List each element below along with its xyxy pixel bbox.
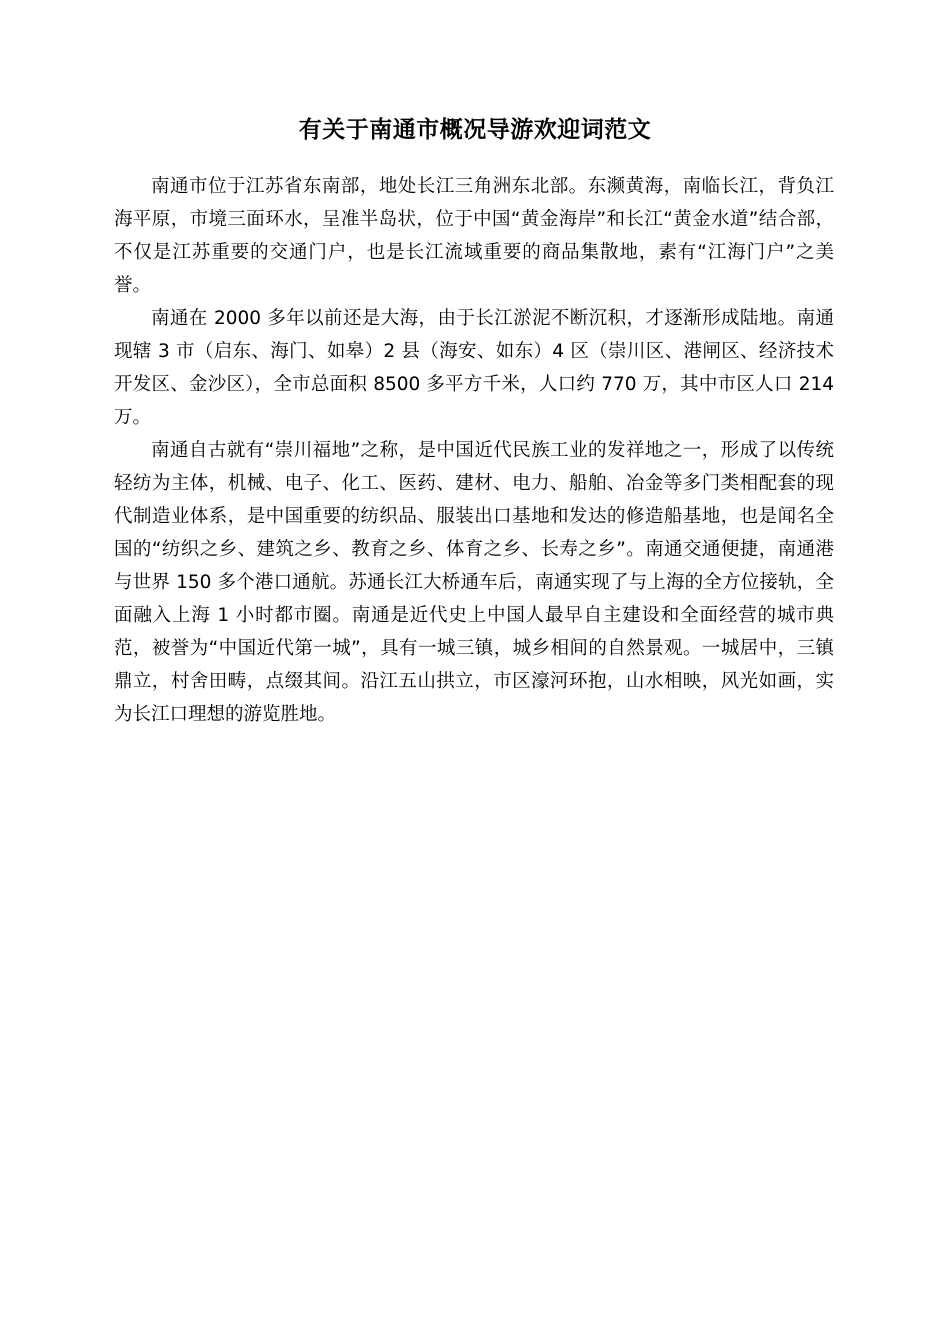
document-title: 有关于南通市概况导游欢迎词范文 (298, 117, 652, 143)
paragraph-location: 南通市位于江苏省东南部，地处长江三角洲东北部。东濒黄海，南临长江，背负江海平原，市境三面环水，呈准半岛状，位于中国“黄金海岸”和长江“黄金水道”结合部，不仅是江苏重要的交通门户，也是长江流域重要的商品集散地，素有“江海门户”之美誉。 (114, 176, 834, 296)
paragraph-industry-scenery: 南通自古就有“崇川福地”之称，是中国近代民族工业的发祥地之一，形成了以传统轻纺为主体，机械、电子、化工、医药、建材、电力、船舶、冶金等多门类相配套的现代制造业体系，是中国重要的纺织品、服装出口基地和发达的修造船基地，也是闻名全国的“纺织之乡、建筑之乡、教育之乡、体育之乡、长寿之乡”。南通交通便捷，南通港与世界 150 多个港口通航。苏通长江大桥通车后，南通实现了与上海的全方位接轨，全面融入上海 1 小时都市圈。南通是近代史上中国人最早自主建设和全面经营的城市典范，被誉为“中国近代第一城”，具有一城三镇，城乡相间的自然景观。一城居中，三镇鼎立，村舍田畴，点缀其间。沿江五山拱立，市区濠河环抱，山水相映，风光如画，实为长江口理想的游览胜地。 (114, 440, 834, 725)
document-body (114, 170, 834, 731)
paragraph-history-admin: 南通在 2000 多年以前还是大海，由于长江淤泥不断沉积，才逐渐形成陆地。南通现辖 3 市（启东、海门、如皋）2 县（海安、如东）4 区（崇川区、港闸区、经济技术开发区、金沙区），全市总面积 8500 多平方千米，人口约 770 万，其中市区人口 214 万。 (114, 308, 834, 428)
